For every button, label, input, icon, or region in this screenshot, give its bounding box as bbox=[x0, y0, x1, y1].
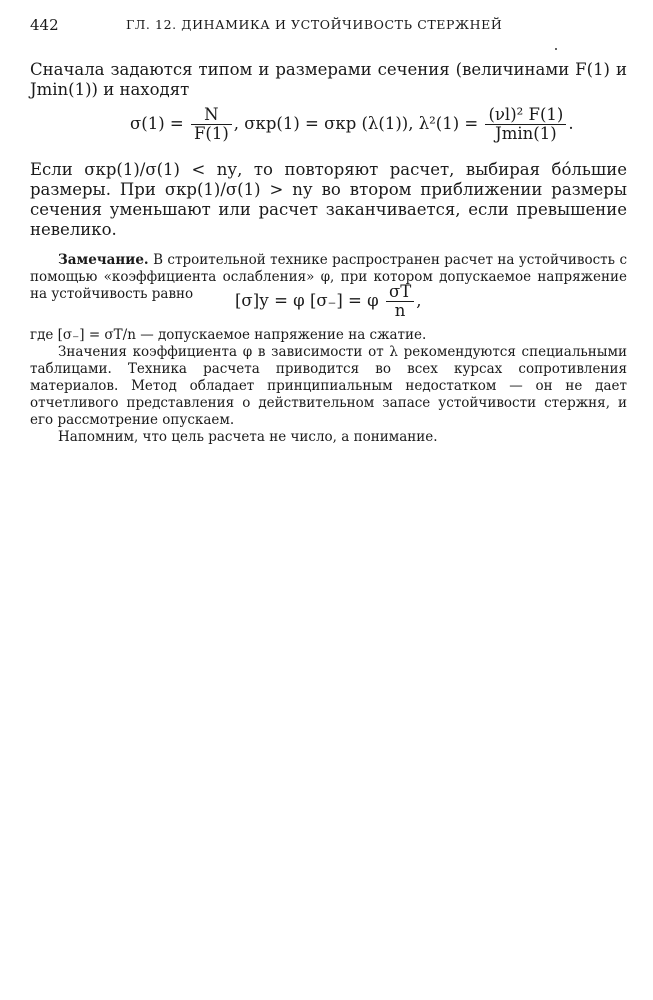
formula1-numerator: N bbox=[191, 106, 232, 125]
formula2-numerator: σT bbox=[386, 283, 414, 302]
formula1-end: . bbox=[568, 114, 574, 133]
formula2-denominator: n bbox=[394, 301, 406, 320]
paragraph-iteration: Если σкр(1)/σ(1) < nу, то повторяют расчет, выбирая бо́льшие размеры. При σкр(1)/σ(1) > nу во втором приближении размеры сечения уменьшают или расчет заканчивается, если превышение невелико. bbox=[30, 160, 627, 239]
formula1-slenderness-numerator: (νl)² F(1) bbox=[485, 106, 566, 125]
formula2-lhs: [σ]у = φ [σ₋] = φ bbox=[235, 291, 379, 310]
formula-allowable-stress bbox=[235, 283, 421, 320]
paragraph-intro: Сначала задаются типом и размерами сечения (величинами F(1) и Jmin(1)) и находят bbox=[30, 60, 627, 99]
page-header bbox=[30, 16, 627, 38]
formula1-term1-lhs: σ(1) = bbox=[130, 114, 184, 133]
formula1-denominator: F(1) bbox=[193, 124, 229, 143]
formula1-term2: , σкр(1) = σкр (λ(1)), λ²(1) = bbox=[233, 114, 479, 133]
running-head: ГЛ. 12. ДИНАМИКА И УСТОЙЧИВОСТЬ СТЕРЖНЕЙ bbox=[126, 17, 503, 32]
remark-text: В строительной технике распространен расчет на устойчивость с помощью «коэффициента ослабления» φ, при котором допускаемое напряжение на устойчивость равно bbox=[30, 252, 627, 302]
paragraph-where: где [σ₋] = σT/n — допускаемое напряжение на сжатие. bbox=[30, 327, 427, 343]
formula1-fraction-n-over-f bbox=[191, 106, 232, 143]
print-speck bbox=[555, 48, 557, 50]
page-number: 442 bbox=[30, 16, 59, 34]
formula1-slenderness-denominator: Jmin(1) bbox=[495, 124, 557, 143]
formula1-fraction-slenderness bbox=[485, 106, 566, 143]
paragraph-reminder: Напомним, что цель расчета не число, а понимание. bbox=[58, 429, 438, 445]
remark-label: Замечание. bbox=[58, 252, 149, 268]
formula-stress-slenderness bbox=[130, 106, 574, 143]
paragraph-coefficient: Значения коэффициента φ в зависимости от λ рекомендуются специальными таблицами. Техника расчета приводится во всех курсах сопротивления материалов. Метод обладает принципиальным недостатком — он не дает отчетливого представления о действительном запасе устойчивости стержня, и его рассмотрение опускаем. bbox=[30, 344, 627, 428]
formula2-end: , bbox=[416, 291, 422, 310]
formula2-fraction bbox=[386, 283, 414, 320]
closing-block bbox=[30, 327, 627, 446]
